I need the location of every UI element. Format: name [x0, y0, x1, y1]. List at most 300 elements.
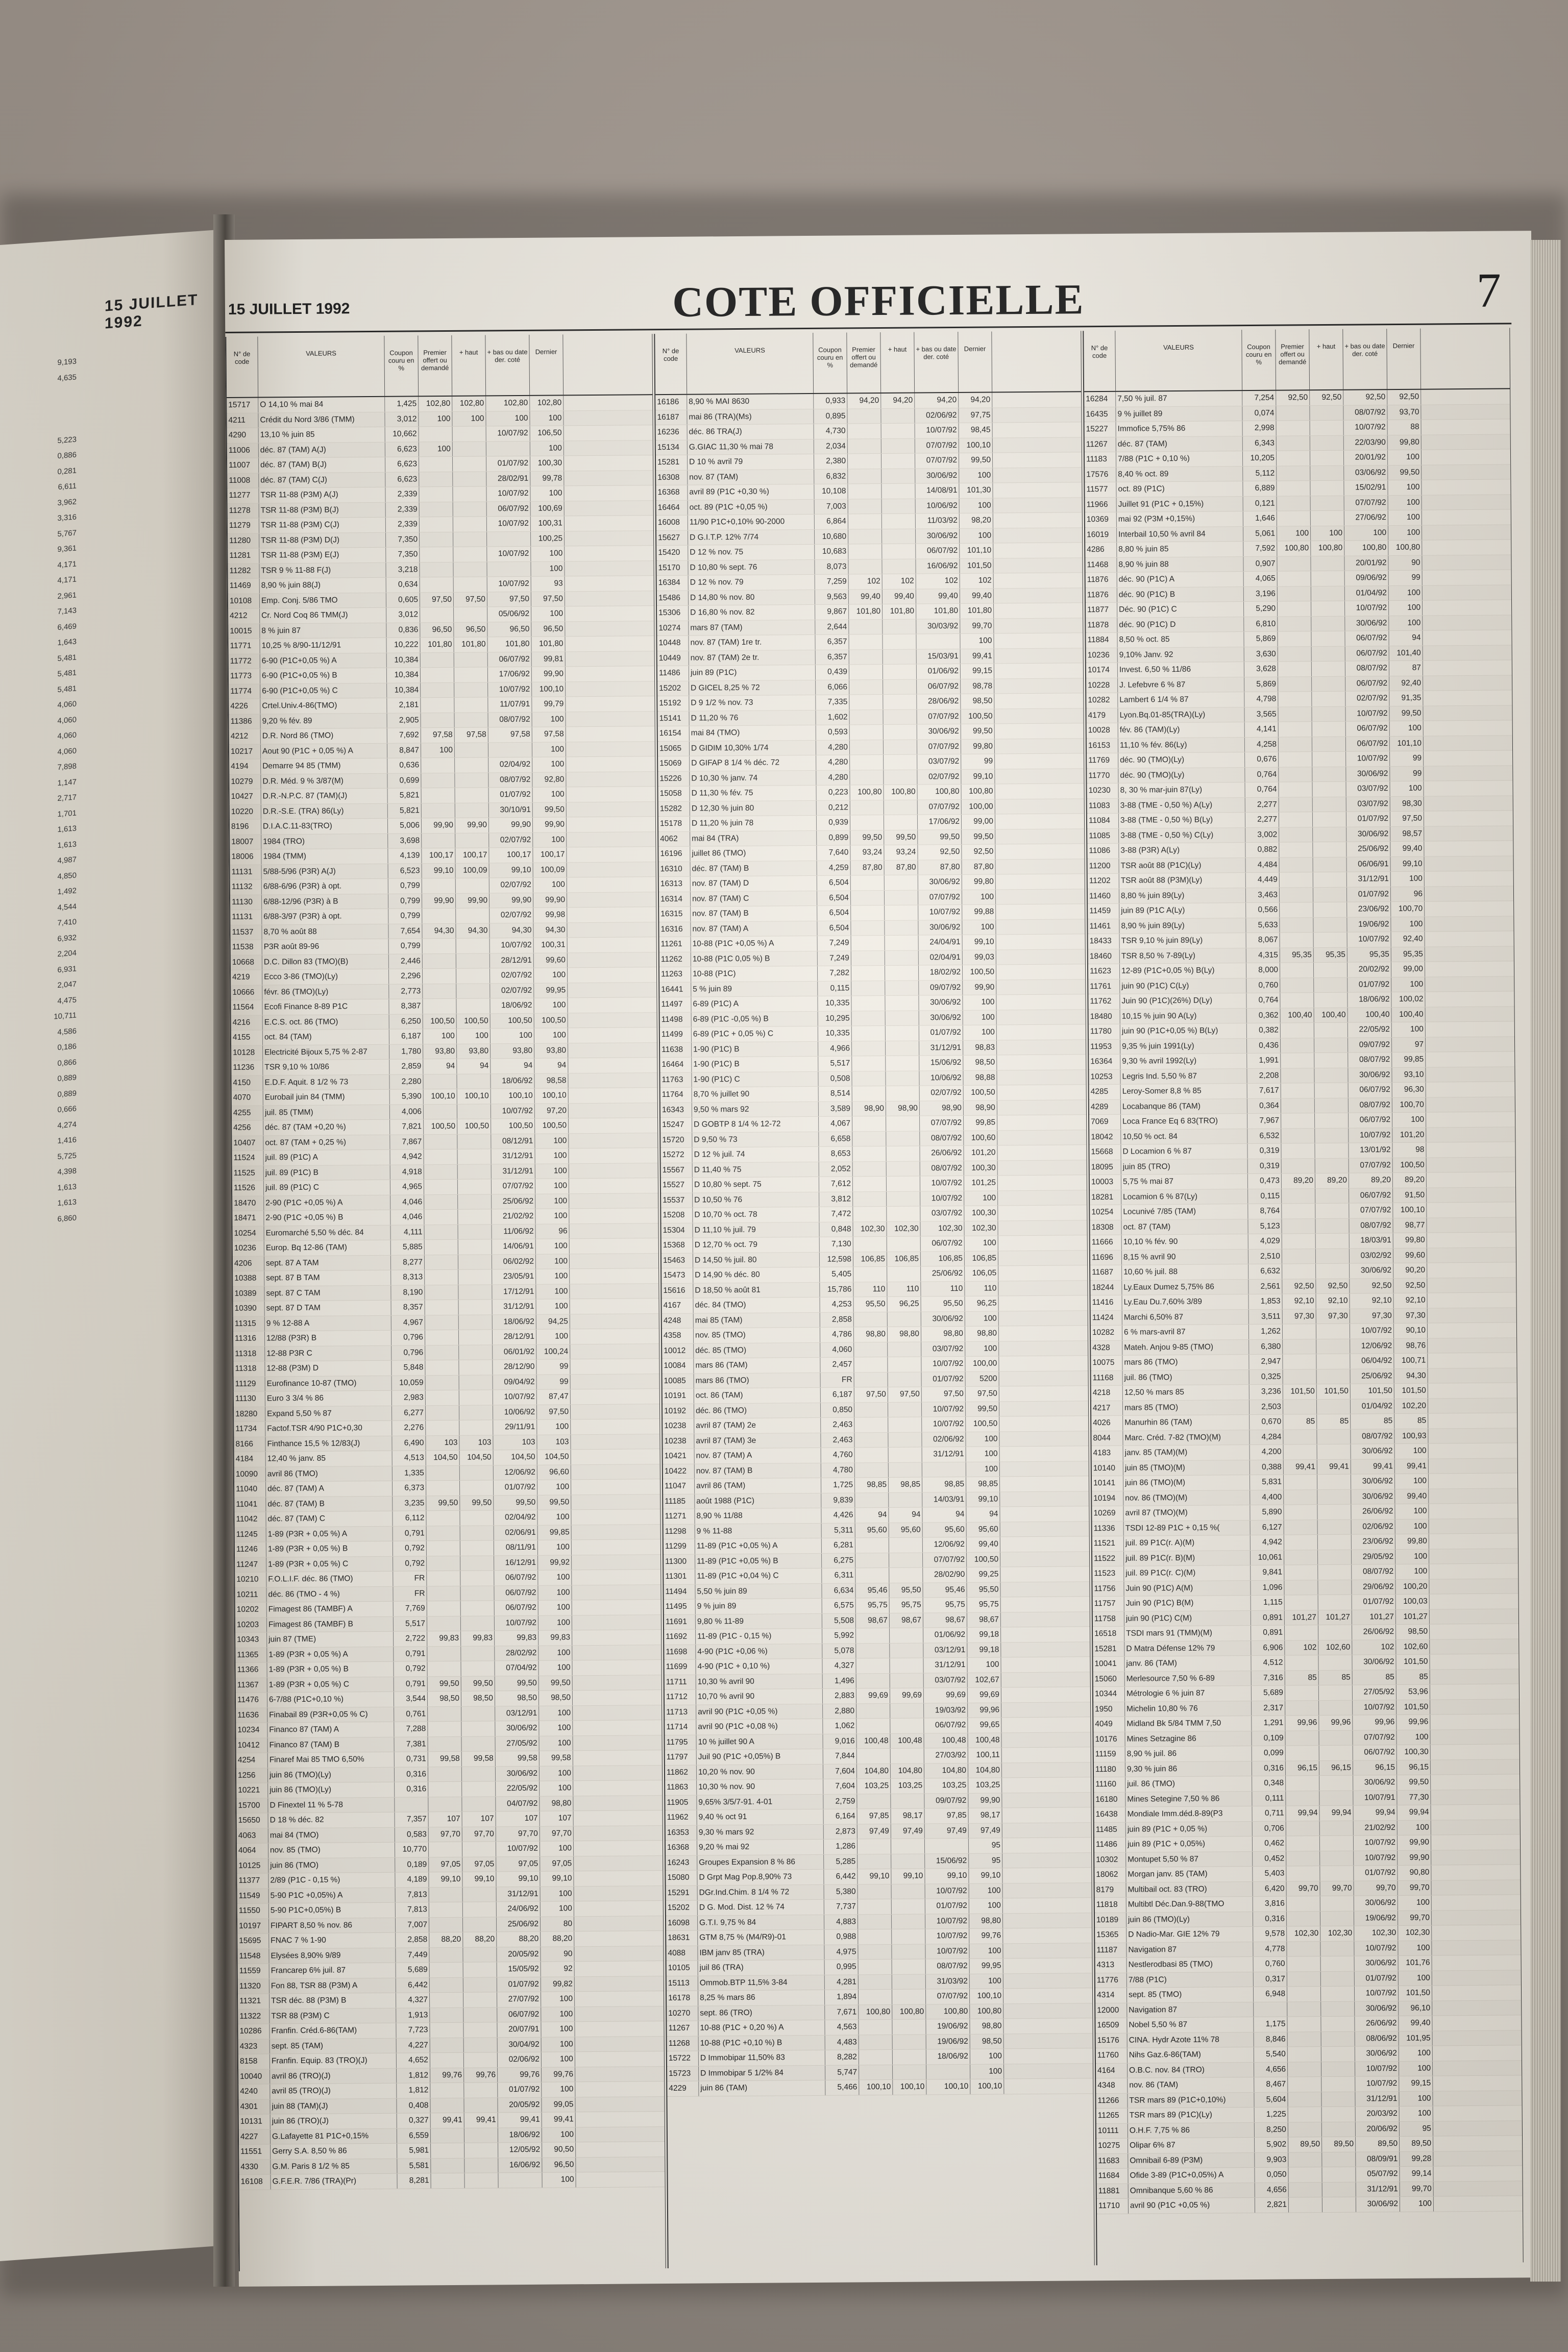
cell-coupon: 4,065	[1244, 572, 1278, 586]
cell-coupon: 0,791	[393, 1526, 427, 1541]
column-header-haut: + haut	[452, 335, 486, 395]
cell-premier	[1284, 1505, 1317, 1520]
cell-dernier: 103	[537, 1435, 571, 1450]
cell-haut: 99,10	[891, 1869, 925, 1883]
cell-haut	[892, 1944, 925, 1959]
cell-haut	[1312, 767, 1346, 781]
cell-valeur: 2-90 (P1C +0,05 %) A	[264, 1195, 390, 1210]
cell-dernier: 100	[963, 1025, 997, 1040]
cell-code: 11525	[232, 1166, 264, 1181]
cell-code: 11299	[664, 1539, 695, 1554]
cell-code: 16343	[660, 1102, 692, 1117]
cell-valeur: 9,30 % mars 92	[697, 1824, 824, 1840]
cell-coupon: 6,112	[393, 1511, 426, 1526]
cell-premier	[426, 1405, 459, 1420]
cell-premier	[1278, 677, 1312, 692]
cell-code: 16464	[656, 500, 688, 515]
cell-dernier: 100	[536, 1299, 570, 1314]
cell-premier	[430, 1963, 463, 1977]
cell-haut: 107	[462, 1811, 496, 1826]
cell-bas: 101,27	[1352, 1610, 1396, 1625]
cell-coupon: 6,504	[817, 905, 851, 920]
cell-bas: 16/12/91	[494, 1555, 538, 1570]
cell-valeur: Marchi 6,50% 87	[1122, 1310, 1249, 1325]
cell-premier	[1282, 1159, 1315, 1173]
cell-coupon: 7,844	[823, 1749, 857, 1763]
cell-haut	[1310, 435, 1344, 450]
cell-bas: 14/03/91	[922, 1492, 966, 1507]
cell-bas: 03/06/92	[1344, 465, 1388, 480]
cell-premier: 99,40	[849, 590, 883, 604]
cell-haut	[891, 1749, 924, 1763]
cell-haut	[1321, 1956, 1355, 1971]
cell-bas: 26/06/92	[1355, 2016, 1399, 2031]
cell-haut	[1317, 1429, 1351, 1444]
cell-coupon: 6,623	[385, 472, 419, 487]
cell-premier: 100	[1277, 526, 1311, 541]
cell-coupon: 4,966	[818, 1041, 852, 1056]
cell-valeur: Ommob.BTP 11,5% 3-84	[698, 1975, 825, 1990]
cell-coupon: 5,311	[822, 1523, 855, 1538]
cell-premier	[421, 682, 454, 697]
cell-bas: 10/07/92	[487, 577, 531, 592]
cell-dernier: 100	[542, 2037, 575, 2052]
cell-valeur: TSR mars 89 (P1C+0,10%)	[1128, 2093, 1254, 2108]
cell-dernier: 99,90	[532, 667, 566, 681]
cell-premier	[425, 1345, 459, 1360]
cell-valeur: oct. 89 (P1C)	[1116, 481, 1243, 497]
cell-haut	[464, 2158, 498, 2173]
cell-haut	[1315, 1218, 1349, 1233]
cell-dernier: 100,00	[965, 1356, 999, 1371]
cell-bas: 07/07/92	[1349, 1203, 1393, 1218]
cell-coupon: 3,012	[386, 607, 420, 622]
cell-valeur: Omnibanque 5,60 % 86	[1129, 2183, 1255, 2198]
cell-bas: 06/07/92	[921, 1236, 965, 1251]
cell-dernier: 100,00	[962, 799, 995, 814]
cell-bas: 20/01/92	[1344, 556, 1388, 571]
cell-valeur: déc. 90 (P1C) D	[1117, 617, 1244, 632]
cell-dernier: 87,80	[962, 860, 996, 874]
cell-premier: 99,50	[428, 1676, 461, 1691]
cell-premier	[1283, 1339, 1316, 1354]
cell-code: 11278	[228, 503, 259, 518]
cell-coupon: 0,939	[817, 815, 850, 830]
cell-valeur: 10 % juillet 90 A	[696, 1734, 823, 1749]
cell-coupon: 4,786	[820, 1327, 854, 1342]
cell-valeur: Crtel.Univ.4-86(TMO)	[260, 698, 387, 714]
cell-code: 11268	[667, 2036, 699, 2051]
cell-code: 10388	[233, 1271, 264, 1286]
cell-coupon: 4,227	[397, 2038, 430, 2053]
cell-dernier: 100	[530, 441, 564, 456]
cell-haut	[1317, 1399, 1351, 1414]
cell-valeur: Locunivé 7/85 (TAM)	[1121, 1204, 1248, 1219]
cell-haut	[1313, 797, 1346, 812]
cell-premier	[850, 770, 884, 785]
cell-valeur: Manurhin 86 (TAM)	[1123, 1415, 1250, 1430]
left-page-value: 0,889	[57, 1089, 77, 1099]
cell-premier	[858, 1929, 892, 1944]
cell-valeur: déc. 87 (TAM) B(J)	[259, 457, 385, 473]
cell-dernier: 98,78	[961, 679, 994, 694]
cell-code: 10390	[233, 1302, 265, 1316]
cell-haut	[893, 2065, 926, 2079]
cell-bas: 92,50	[1343, 390, 1387, 405]
left-page-value: 2,047	[57, 979, 77, 990]
cell-code: 11131	[230, 865, 262, 879]
cell-code: 4248	[662, 1313, 694, 1328]
cell-bas	[487, 531, 531, 546]
cell-bas: 08/07/92	[488, 712, 532, 727]
cell-bas: 27/03/92	[924, 1748, 968, 1763]
cell-premier	[419, 472, 453, 486]
cell-premier	[424, 1104, 457, 1119]
cell-bas: 18/06/92	[493, 1314, 536, 1329]
cell-premier	[1280, 872, 1313, 887]
cell-premier	[849, 695, 883, 709]
cell-haut	[1319, 1791, 1353, 1805]
cell-coupon: 7,007	[396, 1918, 429, 1932]
cell-haut	[885, 950, 919, 965]
cell-coupon: 7,604	[823, 1779, 857, 1794]
cell-haut: 94	[457, 1059, 491, 1073]
cell-code: 11386	[229, 714, 260, 729]
cell-code: 10412	[236, 1738, 267, 1753]
cell-premier	[1286, 1851, 1320, 1866]
cell-haut	[884, 770, 917, 785]
cell-premier	[848, 439, 881, 454]
cell-premier	[1281, 1068, 1314, 1083]
cell-premier	[428, 1736, 461, 1751]
cell-bas: 100,50	[491, 1013, 534, 1028]
cell-bas: 08/07/92	[1349, 1098, 1392, 1113]
cell-code: 10015	[228, 624, 260, 639]
cell-dernier: 99,50	[1388, 465, 1422, 480]
cell-haut: 92,50	[1316, 1279, 1350, 1293]
cell-bas: 93,80	[491, 1043, 534, 1058]
cell-dernier: 100	[542, 2172, 576, 2187]
cell-coupon: 6,948	[1254, 1987, 1287, 2002]
cell-dernier: 99	[961, 754, 995, 769]
cell-premier	[1289, 2197, 1322, 2212]
cell-coupon: 1,496	[823, 1674, 856, 1688]
cell-haut	[890, 1719, 924, 1733]
cell-valeur: avril 86 (TMO)	[266, 1466, 393, 1481]
cell-valeur: Franfin. Equip. 83 (TRO)(J)	[270, 2053, 397, 2069]
cell-premier	[851, 936, 885, 950]
cell-coupon: 0,452	[1253, 1851, 1286, 1866]
cell-code: 4062	[658, 831, 690, 846]
left-page-value: 4,398	[57, 1166, 77, 1177]
cell-premier	[425, 1240, 458, 1255]
cell-dernier: 98,17	[968, 1808, 1002, 1823]
cell-premier: 101,50	[1283, 1384, 1317, 1399]
left-page-value: 5,767	[57, 528, 77, 538]
cell-code: 10040	[238, 2069, 270, 2084]
cell-haut	[456, 908, 489, 923]
cell-code: 15080	[666, 1871, 697, 1885]
cell-premier	[848, 529, 882, 544]
cell-bas: 07/07/92	[917, 709, 961, 724]
cell-bas: 01/07/92	[1347, 887, 1391, 902]
cell-bas: 06/07/92	[1346, 737, 1390, 751]
cell-bas: 01/06/92	[917, 664, 961, 679]
cell-bas: 30/06/92	[1351, 1489, 1395, 1504]
cell-haut	[885, 890, 918, 905]
cell-haut: 99,50	[461, 1676, 495, 1691]
cell-code: 4211	[227, 413, 258, 428]
cell-bas: 03/12/91	[495, 1706, 539, 1721]
cell-coupon: 0,583	[395, 1827, 429, 1842]
cell-valeur: 6 % mars-avril 87	[1122, 1325, 1249, 1340]
cell-bas: 28/02/91	[486, 471, 530, 486]
cell-bas: 03/07/92	[921, 1341, 965, 1356]
cell-premier	[1287, 1956, 1321, 1971]
cell-dernier: 100,60	[964, 1131, 997, 1145]
cell-valeur: Loca France Eq 6 83(TRO)	[1121, 1114, 1247, 1129]
cell-dernier: 99,50	[961, 724, 995, 739]
cell-code: 11366	[235, 1662, 267, 1677]
cell-bas: 87,80	[918, 860, 962, 874]
cell-valeur: Emp. Conj. 5/86 TMO	[260, 593, 386, 608]
cell-bas: 07/07/92	[1349, 1158, 1393, 1173]
cell-premier	[1285, 1625, 1318, 1640]
cell-premier	[850, 815, 884, 830]
cell-premier	[1278, 617, 1311, 631]
cell-valeur: 10-88 (P1C)	[691, 966, 818, 982]
cell-dernier: 94,20	[959, 393, 992, 408]
cell-coupon: 2,339	[386, 502, 420, 517]
cell-haut	[455, 803, 489, 818]
cell-code: 4289	[1089, 1099, 1121, 1114]
cell-code: 18470	[232, 1196, 264, 1211]
cell-haut: 99,96	[1319, 1716, 1353, 1730]
cell-dernier: 102,80	[530, 396, 564, 410]
cell-bas: 09/07/92	[924, 1793, 968, 1808]
cell-code: 11538	[231, 940, 262, 955]
cell-haut	[889, 1462, 922, 1477]
cell-coupon: 6,864	[815, 514, 848, 529]
cell-haut: 100,10	[893, 2079, 926, 2094]
cell-bas: 06/07/92	[924, 1718, 968, 1733]
cell-dernier: 99,65	[968, 1718, 1001, 1732]
cell-bas: 10/07/92	[488, 682, 532, 697]
cell-haut	[459, 1375, 493, 1390]
cell-premier: 95,50	[853, 1297, 887, 1312]
cell-dernier: 100	[1398, 1820, 1431, 1835]
cell-code: 16108	[239, 2174, 271, 2189]
cell-coupon: 8,357	[391, 1300, 425, 1315]
cell-premier	[425, 1330, 459, 1345]
cell-coupon: 6,380	[1249, 1339, 1283, 1354]
cell-coupon: 0,316	[395, 1782, 428, 1797]
cell-bas: 89,20	[1349, 1173, 1393, 1188]
cell-coupon: 6,250	[389, 1014, 423, 1029]
cell-valeur: D 12 % nov. 79	[689, 575, 815, 590]
cell-premier	[1281, 1098, 1315, 1113]
cell-code: 11316	[233, 1332, 265, 1346]
cell-code: 11524	[232, 1151, 263, 1166]
cell-coupon: 5,848	[391, 1360, 425, 1375]
cell-dernier: 97,30	[1394, 1308, 1428, 1323]
cell-valeur: 6-89 (P1C -0,05 %) B	[692, 1011, 818, 1026]
cell-code: 15420	[656, 546, 688, 560]
cell-bas: 25/06/92	[492, 1194, 535, 1209]
cell-valeur: TSR 11-88 (P3M) A(J)	[259, 487, 385, 503]
cell-code: 4328	[1091, 1340, 1122, 1355]
cell-coupon: 7,350	[386, 532, 420, 547]
cell-haut	[1311, 511, 1344, 526]
cell-premier	[1287, 2017, 1321, 2031]
cell-premier	[854, 1342, 888, 1357]
cell-valeur: D 14,80 % nov. 80	[689, 590, 815, 605]
cell-code: 11551	[239, 2144, 271, 2159]
cell-valeur: D 12 % juil. 74	[692, 1147, 819, 1162]
cell-bas: 02/07/92	[489, 832, 533, 847]
cell-valeur: D.R.-S.E. (TRA) 86(Ly)	[261, 803, 388, 819]
cell-premier	[1286, 1821, 1320, 1836]
cell-valeur: 9,50 % mars 92	[692, 1101, 819, 1117]
cell-dernier: 100	[532, 757, 566, 772]
cell-code: 11476	[236, 1693, 267, 1707]
cell-code: 11863	[665, 1780, 697, 1795]
cell-coupon: 4,280	[816, 770, 850, 785]
cell-dernier: 93,80	[534, 1043, 568, 1058]
cell-dernier: 100	[966, 1432, 999, 1447]
cell-code: 15304	[661, 1223, 693, 1238]
cell-code: 11321	[238, 1994, 270, 2008]
cell-haut: 97,50	[454, 592, 487, 607]
cell-premier: 107	[429, 1812, 462, 1827]
cell-haut	[892, 1884, 925, 1899]
cell-code: 16313	[659, 877, 691, 892]
cell-dernier: 96,30	[1392, 1083, 1426, 1097]
cell-haut: 99,41	[464, 2113, 498, 2127]
cell-haut: 93,24	[884, 845, 918, 860]
cell-bas: 10/07/91	[1353, 1791, 1397, 1805]
cell-haut: 92,50	[1310, 390, 1343, 405]
cell-coupon: 6,634	[822, 1583, 855, 1598]
cell-premier	[1288, 2047, 1321, 2062]
cell-valeur: Mines Setzagine 86	[1125, 1731, 1252, 1747]
cell-coupon: 0,796	[391, 1330, 425, 1345]
cell-haut: 85	[1319, 1670, 1353, 1685]
cell-premier	[1286, 1746, 1319, 1760]
left-page-value: 4,586	[57, 1026, 77, 1037]
cell-code: 8179	[1095, 1882, 1126, 1897]
cell-valeur: 1-89 (P3R + 0,05 %) C	[267, 1677, 394, 1692]
left-page-value: 6,932	[57, 933, 77, 943]
cell-premier	[427, 1616, 461, 1631]
cell-code: 4313	[1095, 1958, 1127, 1973]
cell-premier	[419, 427, 453, 442]
cell-valeur: 8, 30 % mar-juin 87(Ly)	[1118, 782, 1245, 798]
cell-code: 11523	[1092, 1566, 1124, 1581]
cell-valeur: 1-89 (P3R + 0,05 %) B	[267, 1662, 394, 1677]
cell-haut	[887, 1237, 921, 1252]
cell-bas: 96,50	[487, 622, 531, 636]
cell-coupon: 0,760	[1254, 1957, 1287, 1972]
cell-code: 4049	[1093, 1717, 1125, 1732]
cell-bas: 06/07/92	[1353, 1745, 1397, 1760]
cell-bas: 30/06/92	[1356, 2197, 1400, 2212]
cell-haut	[453, 517, 487, 531]
cell-code: 4330	[239, 2160, 271, 2174]
cell-dernier: 99,40	[1390, 842, 1424, 856]
cell-haut	[458, 1239, 492, 1254]
cell-coupon: 0,316	[395, 1767, 428, 1782]
cell-bas: 96,15	[1353, 1760, 1397, 1775]
cell-coupon: 7,381	[394, 1737, 428, 1752]
cell-coupon: 4,449	[1246, 873, 1280, 888]
cell-dernier: 100	[1399, 1971, 1432, 1986]
cell-premier	[421, 713, 454, 727]
cell-valeur: D G. Mod. Dist. 12 % 74	[698, 1900, 824, 1915]
cell-valeur: avril 87 (TAM) 2e	[694, 1418, 821, 1433]
cell-valeur: juin 86 (TAM)	[699, 2080, 825, 2096]
cell-coupon: 4,200	[1250, 1445, 1284, 1460]
cell-premier	[857, 1749, 891, 1763]
cell-code: 16435	[1084, 407, 1116, 422]
cell-code: 18095	[1090, 1160, 1121, 1174]
cell-dernier: 100	[541, 1901, 574, 1916]
cell-premier	[1284, 1580, 1318, 1595]
cell-valeur: déc. 87 (TAM) A(J)	[259, 442, 385, 457]
cell-premier: 106,85	[853, 1252, 887, 1266]
cell-dernier: 98,50	[970, 2034, 1004, 2049]
cell-bas: 99,70	[1354, 1881, 1398, 1896]
cell-code: 11084	[1087, 814, 1119, 828]
cell-valeur: D 11,30 % fév. 75	[690, 786, 816, 801]
cell-coupon: 9,867	[815, 604, 849, 619]
cell-haut	[1312, 737, 1346, 751]
cell-bas: 31/12/91	[1356, 2182, 1400, 2197]
cell-code: 15272	[660, 1148, 692, 1163]
column-header-bas: + bas ou date der. coté	[1343, 329, 1387, 389]
cell-bas: 02/07/92	[490, 983, 534, 998]
cell-premier	[852, 1071, 886, 1086]
cell-code: 11776	[1095, 1973, 1127, 1988]
cell-haut	[459, 1405, 493, 1420]
cell-premier	[847, 409, 881, 424]
cell-coupon: 5,517	[818, 1056, 852, 1071]
cell-code: 11468	[1085, 557, 1117, 572]
cell-bas: 18/06/92	[491, 1073, 534, 1088]
cell-haut	[459, 1420, 493, 1435]
cell-haut	[1312, 722, 1346, 737]
cell-bas: 10/07/92	[1346, 751, 1390, 766]
cell-dernier: 99,03	[963, 950, 996, 965]
cell-bas: 17/06/92	[918, 815, 962, 829]
cell-code: 18631	[666, 1931, 698, 1946]
cell-coupon: 5,540	[1254, 2047, 1288, 2062]
cell-coupon: 0,566	[1246, 903, 1280, 918]
cell-coupon: 4,253	[820, 1297, 853, 1312]
cell-coupon: 0,121	[1243, 496, 1277, 511]
cell-valeur: 12-89 (P1C+0,05 %) B(Ly)	[1120, 963, 1246, 978]
cell-dernier: 100,11	[968, 1748, 1002, 1762]
cell-haut: 100,80	[1311, 541, 1344, 556]
cell-coupon: 5,508	[822, 1613, 856, 1628]
cell-code: 11085	[1087, 828, 1119, 843]
cell-premier	[850, 755, 884, 770]
cell-code: 15365	[1095, 1928, 1126, 1943]
cell-dernier: 99	[1390, 751, 1424, 766]
cell-dernier: 100,30	[964, 1161, 998, 1175]
cell-bas: 27/05/92	[1353, 1685, 1396, 1700]
cell-haut: 102,30	[1320, 1926, 1354, 1941]
